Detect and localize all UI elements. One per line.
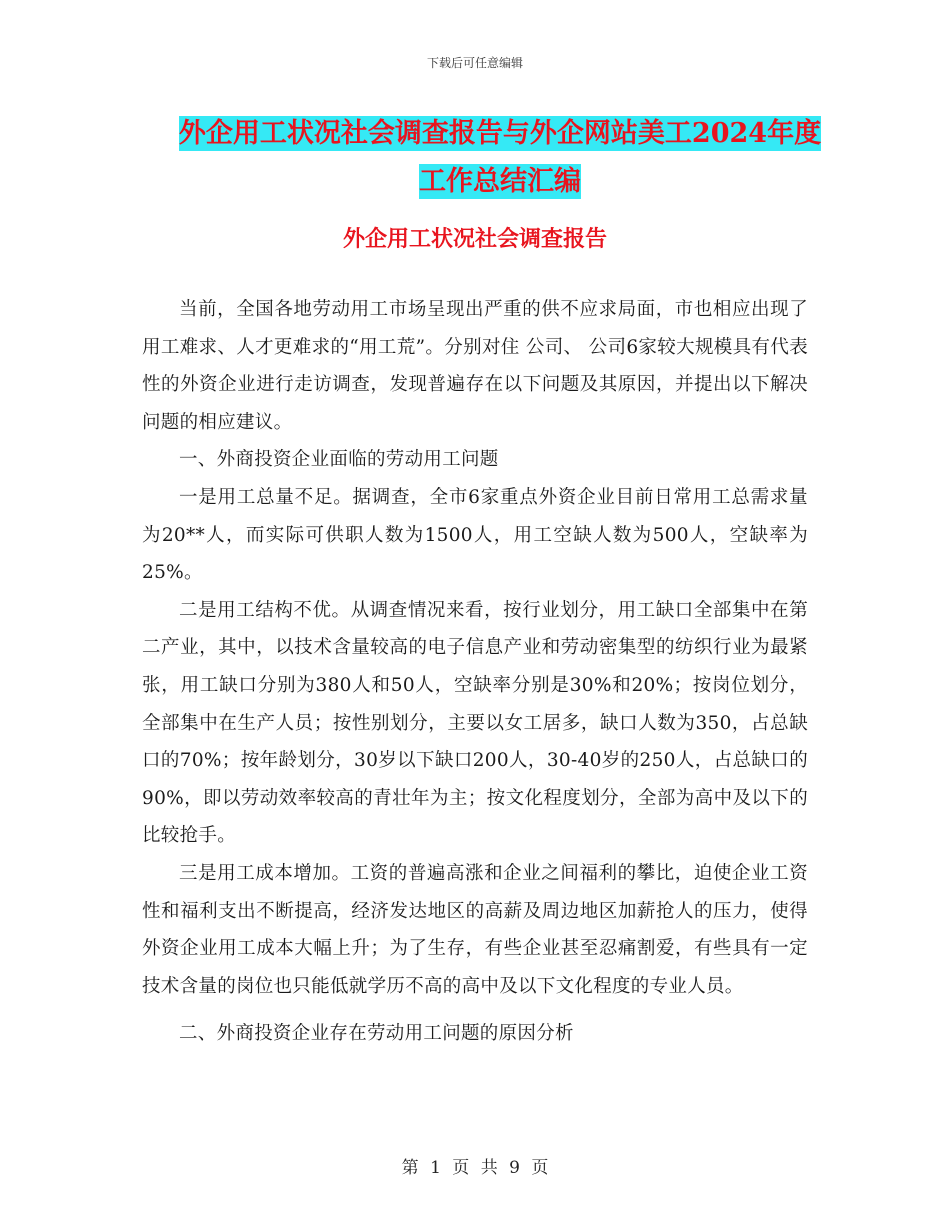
paragraph-point-1: 一是用工总量不足。据调查，全市6家重点外资企业目前日常用工总需求量为20**人，而实际可供职人数为1500人，用工空缺人数为500人，空缺率为25%。 — [142, 486, 808, 584]
header-note: 下载后可任意编辑 — [426, 56, 523, 70]
paragraph-point-3: 三是用工成本增加。工资的普遍高涨和企业之间福利的攀比，迫使企业工资性和福利支出不断提高，经济发达地区的高薪及周边地区加薪抢人的压力，使得外资企业用工成本大幅上升；为了生存，有些企业甚至忍痛割爱，有些具有一定技术含量的岗位也只能低就学历不高的高中及以下文化程度的专业人员。 — [142, 862, 808, 997]
document-body — [142, 291, 808, 1053]
document-title — [145, 110, 855, 206]
paragraph-heading-1: 一、外商投资企业面临的劳动用工问题 — [179, 449, 499, 471]
paragraph-intro: 当前，全国各地劳动用工市场呈现出严重的供不应求局面，市也相应出现了用工难求、人才更难求的“用工荒”。分别对住 公司、 公司6家较大规模具有代表性的外资企业进行走访调查，发现普遍存在以下问题及其原因，并提出以下解决问题的相应建议。 — [142, 299, 808, 433]
section-title: 外企用工状况社会调查报告 — [342, 226, 607, 252]
page-footer: 第 1 页 共 9 页 — [401, 1158, 549, 1178]
paragraph-heading-2: 二、外商投资企业存在劳动用工问题的原因分析 — [179, 1023, 574, 1045]
document-title-line-1: 外企用工状况社会调查报告与外企网站美工2024年度 — [178, 118, 822, 149]
paragraph-point-2: 二是用工结构不优。从调查情况来看，按行业划分，用工缺口全部集中在第二产业，其中，以技术含量较高的电子信息产业和劳动密集型的纺织行业为最紧张，用工缺口分别为380人和50人，空缺率分别是30%和20%；按岗位划分，全部集中在生产人员；按性别划分，主要以女工居多，缺口人数为350，占总缺口的70%；按年龄划分，30岁以下缺口200人，30-40岁的250人，占总缺口的90%，即以劳动效率较高的青壮年为主；按文化程度划分，全部为高中及以下的比较抢手。 — [142, 599, 808, 847]
document-title-line-2: 工作总结汇编 — [419, 166, 581, 197]
